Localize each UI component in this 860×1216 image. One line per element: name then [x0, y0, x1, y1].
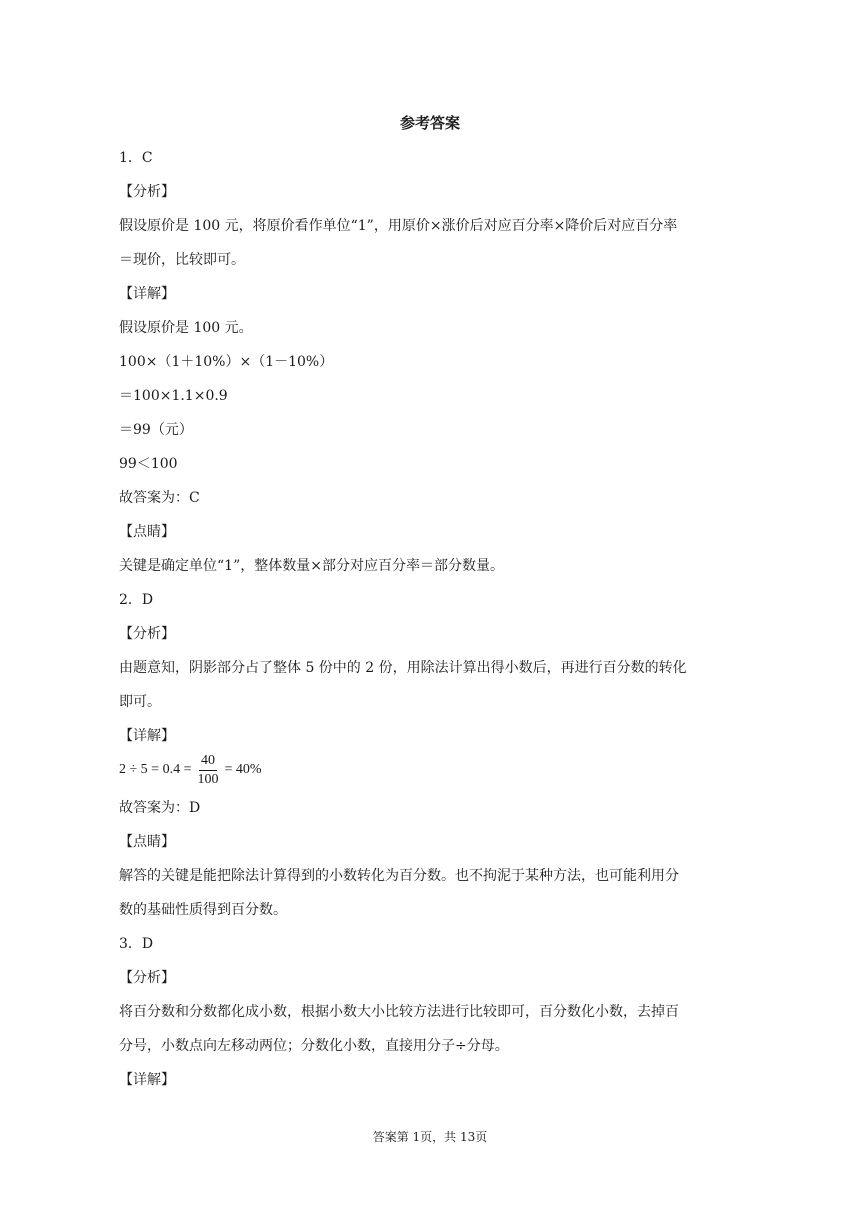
- paragraph: 假设原价是 100 元，将原价看作单位“1”，用原价×涨价后对应百分率×降价后对应百分率: [119, 218, 678, 234]
- paragraph: 分号，小数点向左移动两位；分数化小数，直接用分子÷分母。: [119, 1038, 509, 1054]
- calc-line: 99＜100: [119, 456, 178, 472]
- paragraph: ＝现价，比较即可。: [119, 252, 245, 268]
- paragraph: 将百分数和分数都化成小数，根据小数大小比较方法进行比较即可，百分数化小数，去掉百: [119, 1004, 679, 1020]
- analysis-label: 【分析】: [119, 184, 175, 200]
- answer-3-heading: 3．D: [119, 936, 154, 952]
- answer-2-heading: 2．D: [119, 592, 154, 608]
- page-footer: 答案第 1页，共 13页: [372, 1130, 488, 1144]
- fraction-formula: [119, 748, 262, 792]
- detail-label: 【详解】: [119, 1072, 175, 1088]
- paragraph: 数的基础性质得到百分数。: [119, 902, 287, 918]
- comment-label: 【点睛】: [119, 834, 175, 850]
- paragraph: 假设原价是 100 元。: [119, 320, 253, 336]
- fraction: [195, 752, 220, 789]
- answer-line: 故答案为：D: [119, 800, 201, 816]
- analysis-label: 【分析】: [119, 970, 175, 986]
- fraction-denominator: 100: [197, 771, 219, 787]
- fraction-numerator: 40: [199, 752, 217, 771]
- answer-line: 故答案为：C: [119, 490, 200, 506]
- comment-label: 【点睛】: [119, 524, 175, 540]
- formula-left: 2 ÷ 5 = 0.4 =: [119, 762, 192, 777]
- paragraph: 即可。: [119, 694, 161, 710]
- analysis-label: 【分析】: [119, 626, 175, 642]
- paragraph: 关键是确定单位“1”，整体数量×部分对应百分率＝部分数量。: [119, 558, 504, 574]
- formula-right: = 40%: [224, 762, 262, 777]
- detail-label: 【详解】: [119, 286, 175, 302]
- page-title: 参考答案: [399, 114, 460, 132]
- paragraph: 由题意知，阴影部分占了整体 5 份中的 2 份，用除法计算出得小数后，再进行百分数的转化: [119, 660, 687, 676]
- calc-line: ＝100×1.1×0.9: [119, 388, 228, 404]
- answer-1-heading: 1．C: [119, 150, 153, 166]
- calc-line: ＝99（元）: [119, 422, 193, 438]
- detail-label: 【详解】: [119, 728, 175, 744]
- calc-line: 100×（1＋10%）×（1－10%）: [119, 354, 334, 370]
- paragraph: 解答的关键是能把除法计算得到的小数转化为百分数。也不拘泥于某种方法，也可能利用分: [119, 868, 679, 884]
